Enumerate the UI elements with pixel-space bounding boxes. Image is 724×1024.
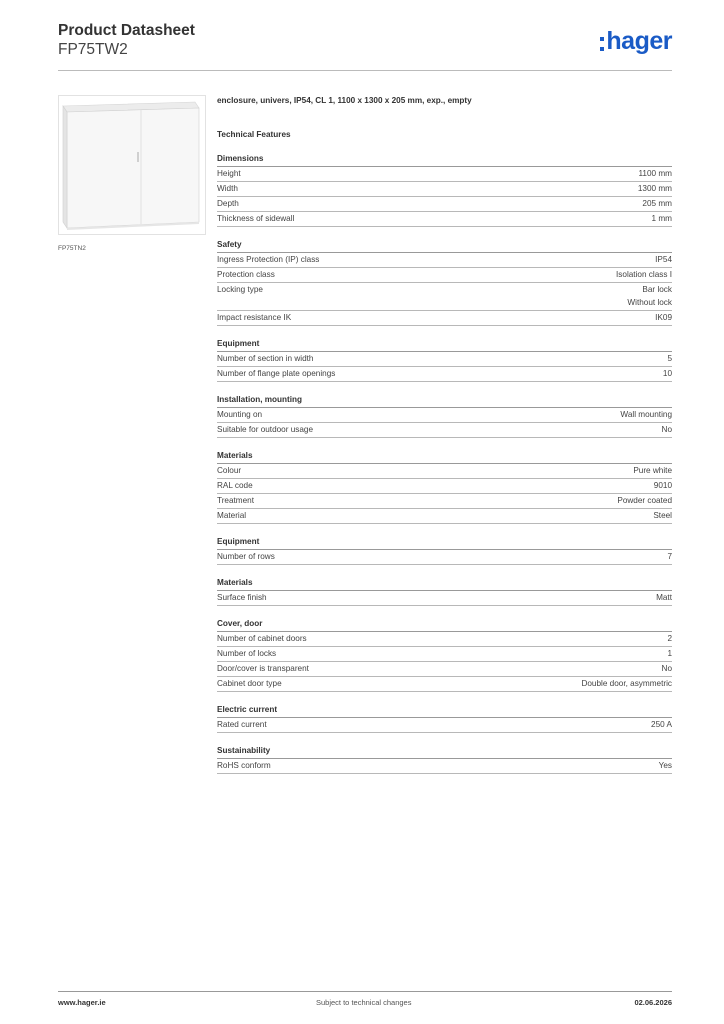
feature-value-line: Without lock	[627, 297, 672, 307]
feature-value-line: 205 mm	[642, 199, 672, 208]
feature-value-line: 1300 mm	[637, 184, 672, 193]
feature-value-line: 1100 mm	[638, 169, 672, 178]
section-title: Sustainability	[217, 745, 672, 759]
feature-value	[581, 678, 672, 691]
feature-value-line: 1	[667, 648, 672, 658]
section-title: Cover, door	[217, 618, 672, 632]
feature-label: Thickness of sidewall	[217, 214, 295, 223]
feature-row	[217, 464, 672, 479]
feature-label: Height	[217, 169, 241, 178]
feature-value	[651, 719, 672, 732]
feature-row	[217, 647, 672, 662]
feature-section	[217, 338, 672, 382]
feature-value	[655, 254, 672, 267]
feature-value-line: 1 mm	[651, 214, 672, 223]
document-title: Product Datasheet	[58, 22, 195, 39]
feature-label: Rated current	[217, 719, 267, 729]
feature-value-line: Yes	[658, 760, 672, 770]
feature-value	[667, 633, 672, 646]
feature-row	[217, 283, 672, 311]
feature-value	[627, 284, 672, 309]
feature-value	[654, 480, 672, 493]
feature-row	[217, 479, 672, 494]
feature-value-line: IK09	[655, 312, 672, 322]
feature-value-line: Wall mounting	[620, 409, 672, 419]
feature-value-line: 2	[667, 633, 672, 643]
footer-website: www.hager.ie	[58, 998, 106, 1007]
feature-row	[217, 509, 672, 524]
feature-label: Mounting on	[217, 409, 263, 419]
section-title: Materials	[217, 577, 672, 591]
feature-row	[217, 677, 672, 692]
hager-logo	[600, 28, 672, 54]
feature-value	[638, 168, 672, 181]
feature-value	[662, 663, 672, 676]
feature-value-line: 250 A	[651, 719, 672, 729]
section-title: Materials	[217, 450, 672, 464]
feature-value-line: 7	[667, 551, 672, 561]
feature-value	[656, 592, 672, 605]
feature-value	[652, 213, 672, 226]
feature-label: Number of cabinet doors	[217, 633, 307, 643]
feature-row	[217, 550, 672, 565]
feature-section	[217, 745, 672, 774]
enclosure-illustration	[59, 96, 205, 234]
feature-label: Surface finish	[217, 592, 267, 602]
feature-row	[217, 352, 672, 367]
feature-row	[217, 212, 672, 227]
image-caption: FP75TN2	[58, 245, 86, 252]
feature-value-line: Matt	[656, 592, 672, 602]
feature-value	[620, 409, 672, 422]
feature-row	[217, 182, 672, 197]
feature-label: Width	[217, 184, 238, 193]
feature-value-line: Pure white	[633, 465, 672, 475]
feature-row	[217, 718, 672, 733]
feature-value-line: 5	[667, 353, 672, 363]
section-title: Dimensions	[217, 153, 672, 167]
feature-value	[633, 465, 672, 478]
feature-section	[217, 394, 672, 438]
feature-row	[217, 253, 672, 268]
feature-value	[655, 312, 672, 325]
product-description: enclosure, univers, IP54, CL 1, 1100 x 1300 x 205 mm, exp., empty	[217, 96, 472, 105]
feature-value-line: IP54	[655, 255, 672, 264]
feature-label: Depth	[217, 199, 239, 208]
section-title: Equipment	[217, 338, 672, 352]
feature-value-line: 9010	[653, 480, 672, 490]
feature-row	[217, 268, 672, 283]
feature-sections	[217, 153, 672, 774]
feature-label: Colour	[217, 465, 242, 475]
feature-value	[617, 495, 672, 508]
feature-section	[217, 450, 672, 524]
feature-value-line: Isolation class I	[616, 270, 672, 279]
feature-row	[217, 311, 672, 326]
feature-label: RAL code	[217, 480, 253, 490]
feature-row	[217, 408, 672, 423]
feature-value	[642, 198, 672, 211]
feature-value	[659, 760, 672, 773]
feature-label: Number of section in width	[217, 353, 314, 363]
footer-divider	[58, 991, 672, 992]
footer-notice: Subject to technical changes	[316, 998, 412, 1007]
feature-label: Protection class	[217, 270, 275, 279]
feature-value-line: Steel	[653, 510, 672, 520]
feature-row	[217, 591, 672, 606]
feature-row	[217, 662, 672, 677]
feature-value-line: Powder coated	[617, 495, 672, 505]
product-image	[58, 95, 206, 235]
feature-value	[662, 424, 672, 437]
header-divider	[58, 70, 672, 71]
logo-colon-icon	[600, 37, 604, 51]
feature-row	[217, 367, 672, 382]
section-title: Installation, mounting	[217, 394, 672, 408]
feature-value-line: Double door, asymmetric	[581, 678, 672, 688]
feature-value-line: 10	[662, 368, 672, 378]
feature-value	[663, 368, 672, 381]
feature-label: RoHS conform	[217, 760, 271, 770]
page-header	[58, 22, 672, 68]
feature-row	[217, 632, 672, 647]
feature-label: Material	[217, 510, 247, 520]
section-title: Safety	[217, 239, 672, 253]
feature-value	[638, 183, 672, 196]
feature-section	[217, 153, 672, 227]
feature-value	[667, 353, 672, 366]
feature-row	[217, 197, 672, 212]
feature-label: Door/cover is transparent	[217, 663, 309, 673]
feature-row	[217, 167, 672, 182]
feature-value	[616, 269, 672, 282]
feature-section	[217, 704, 672, 733]
feature-label: Suitable for outdoor usage	[217, 424, 314, 434]
feature-value	[653, 510, 672, 523]
feature-row	[217, 494, 672, 509]
logo-text: hager	[606, 27, 672, 55]
feature-label: Cabinet door type	[217, 678, 282, 688]
technical-features-heading: Technical Features	[217, 130, 291, 139]
section-title: Electric current	[217, 704, 672, 718]
product-code: FP75TW2	[58, 41, 128, 58]
feature-row	[217, 423, 672, 438]
feature-label: Number of rows	[217, 551, 275, 561]
feature-value	[667, 551, 672, 564]
feature-label: Number of flange plate openings	[217, 368, 336, 378]
feature-label: Treatment	[217, 495, 255, 505]
feature-label: Impact resistance IK	[217, 312, 292, 322]
section-title: Equipment	[217, 536, 672, 550]
feature-value	[667, 648, 672, 661]
feature-label: Number of locks	[217, 648, 277, 658]
feature-section	[217, 618, 672, 692]
feature-section	[217, 577, 672, 606]
feature-section	[217, 239, 672, 326]
feature-value-line: Bar lock	[642, 285, 672, 294]
feature-label: Locking type	[217, 285, 263, 294]
feature-label: Ingress Protection (IP) class	[217, 255, 320, 264]
datasheet-content	[217, 95, 672, 774]
feature-value-line: No	[661, 424, 672, 434]
feature-row	[217, 759, 672, 774]
feature-section	[217, 536, 672, 565]
feature-value-line: No	[661, 663, 672, 673]
footer-date: 02.06.2026	[634, 998, 672, 1007]
